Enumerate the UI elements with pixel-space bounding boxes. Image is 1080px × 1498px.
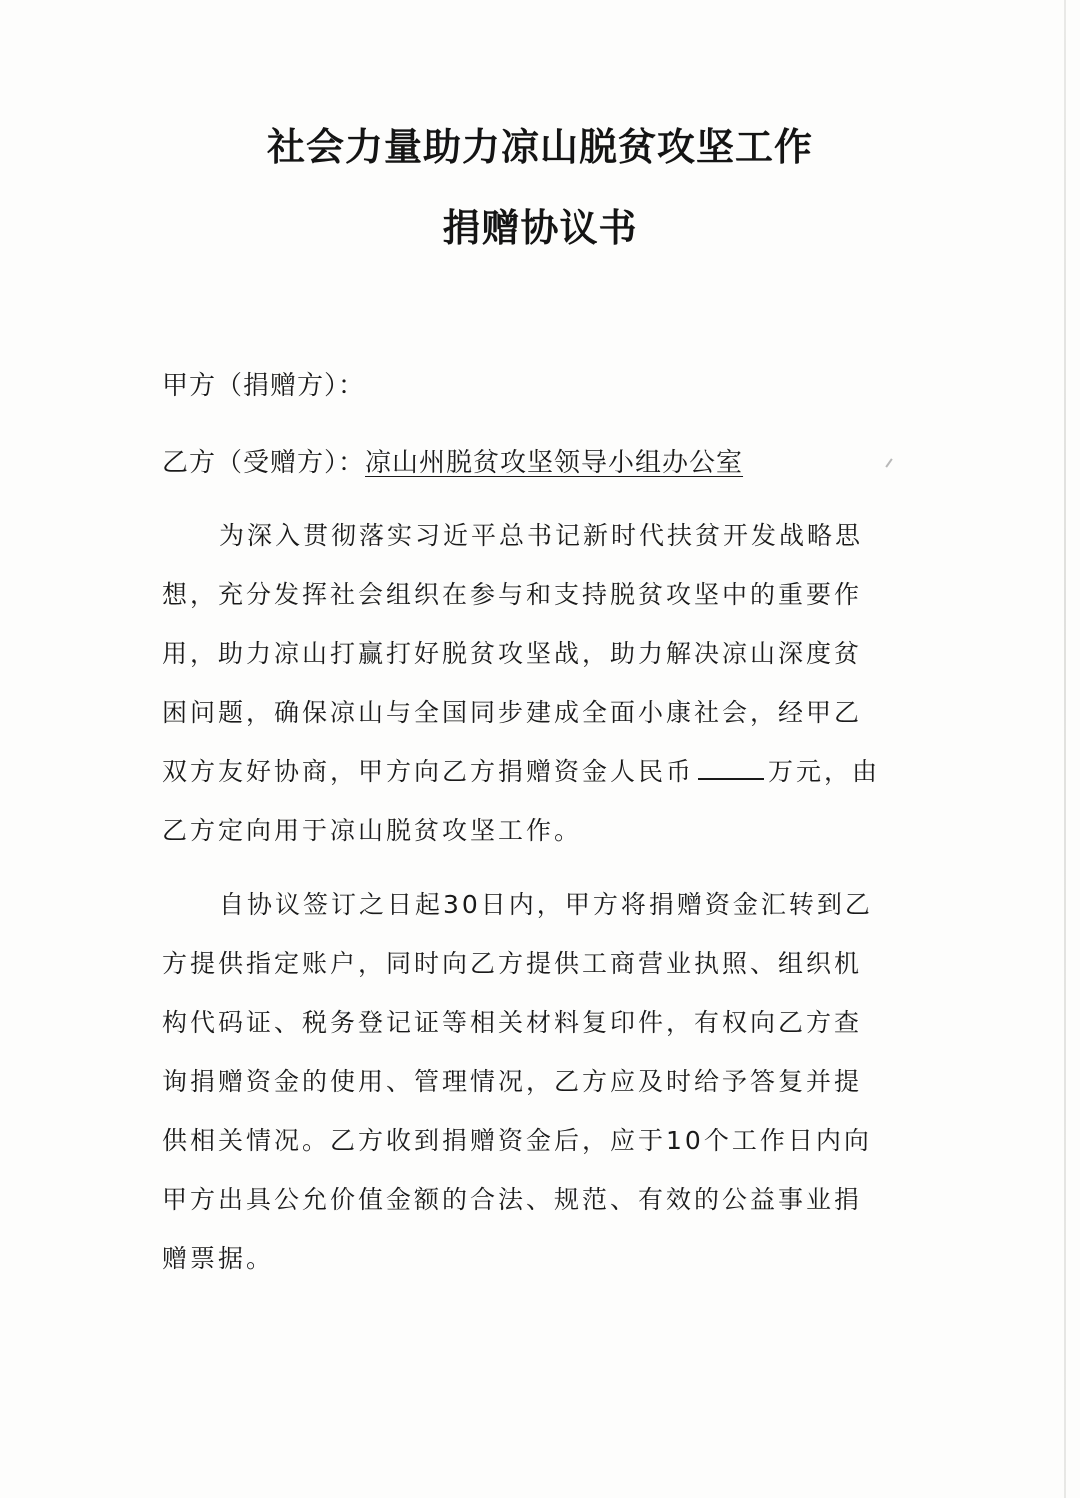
paragraph-line: 构代码证、税务登记证等相关材料复印件，有权向乙方查 (162, 1008, 863, 1037)
paragraph-line: 供相关情况。乙方收到捐赠资金后，应于10个工作日内向 (162, 1126, 872, 1155)
document-title-line1: 社会力量助力凉山脱贫攻坚工作 (266, 124, 813, 169)
paragraph-line: 想，充分发挥社会组织在参与和支持脱贫攻坚中的重要作 (162, 580, 863, 609)
paragraph-line: 询捐赠资金的使用、管理情况，乙方应及时给予答复并提 (162, 1067, 863, 1096)
paragraph-purpose (162, 506, 892, 860)
paragraph-line: 自协议签订之日起30日内，甲方将捐赠资金汇转到乙 (219, 890, 873, 919)
party-a-row (162, 365, 365, 402)
paragraph-line: 用，助力凉山打赢打好脱贫攻坚战，助力解决凉山深度贫 (162, 639, 863, 668)
document-title-line2: 捐赠协议书 (442, 205, 638, 250)
paragraph-line: 赠票据。 (162, 1244, 275, 1273)
paragraph-line: 方提供指定账户，同时向乙方提供工商营业执照、组织机 (162, 949, 863, 978)
paragraph-line-amount (162, 742, 892, 801)
amount-suffix: 万元，由 (768, 757, 881, 786)
party-b-value: 凉山州脱贫攻坚领导小组办公室 (365, 448, 744, 478)
amount-prefix: 双方友好协商，甲方向乙方捐赠资金人民币 (162, 757, 695, 786)
paragraph-line: 为深入贯彻落实习近平总书记新时代扶贫开发战略思 (219, 521, 864, 550)
party-a-label: 甲方（捐赠方）： (162, 371, 366, 401)
amount-blank-field[interactable] (698, 756, 764, 780)
scan-speck (885, 458, 892, 467)
paragraph-line: 困问题，确保凉山与全国同步建成全面小康社会，经甲乙 (162, 698, 863, 727)
paragraph-line: 乙方定向用于凉山脱贫攻坚工作。 (162, 816, 583, 845)
party-b-row (162, 442, 743, 479)
paragraph-line: 甲方出具公允价值金额的合法、规范、有效的公益事业捐 (162, 1185, 863, 1214)
party-b-label: 乙方（受赠方）： (162, 448, 366, 478)
paragraph-terms (162, 875, 892, 1288)
